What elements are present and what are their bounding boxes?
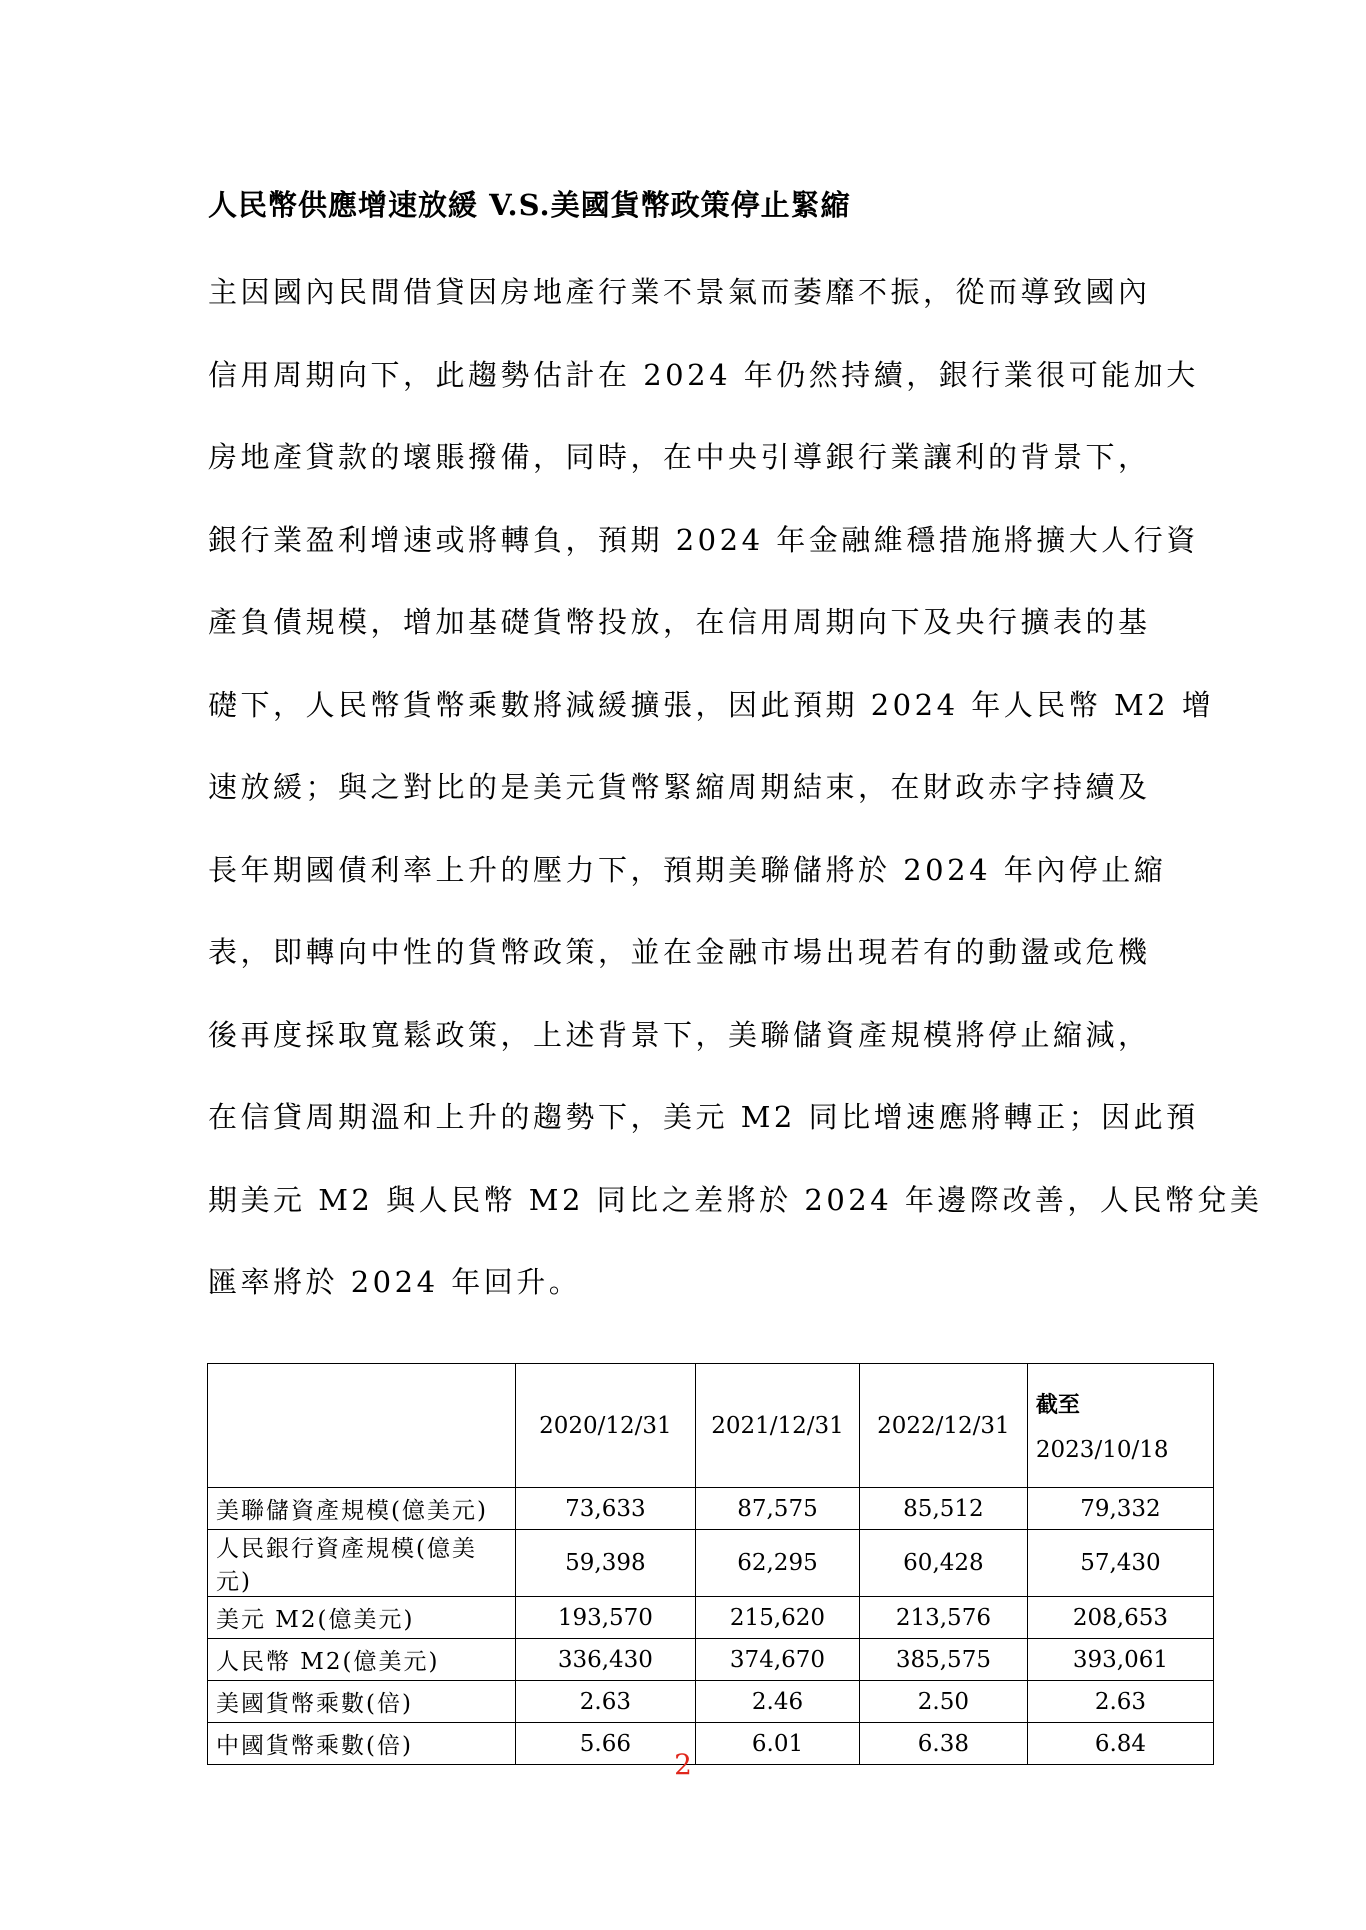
table-row: [208, 1639, 1214, 1681]
section-heading: 人民幣供應增速放緩 V.S.美國貨幣政策停止緊縮: [208, 188, 851, 222]
paragraph-line: 銀行業盈利增速或將轉負，預期 2024 年金融維穩措施將擴大人行資: [208, 522, 1199, 557]
paragraph-line: 速放緩；與之對比的是美元貨幣緊縮周期結束，在財政赤字持續及: [208, 770, 1151, 804]
table-row: [208, 1681, 1214, 1723]
table-cell: 393,061: [1027, 1639, 1213, 1681]
header-date-cell: 2021/12/31: [696, 1364, 860, 1488]
body-paragraph: [208, 262, 1263, 1335]
row-label: 中國貨幣乘數(倍): [208, 1723, 516, 1765]
row-label: 人民幣 M2(億美元): [208, 1639, 516, 1681]
table-cell: 208,653: [1027, 1597, 1213, 1639]
row-label: 美聯儲資產規模(億美元): [208, 1488, 516, 1530]
table-cell: 213,576: [859, 1597, 1027, 1639]
table-row: [208, 1597, 1214, 1639]
paragraph-line: 房地產貸款的壞賬撥備，同時，在中央引導銀行業讓利的背景下，: [208, 440, 1151, 474]
table-cell: 57,430: [1027, 1530, 1213, 1597]
header-date-cell: [1027, 1364, 1213, 1488]
table-cell: 385,575: [859, 1639, 1027, 1681]
table-cell: 79,332: [1027, 1488, 1213, 1530]
paragraph-line: 礎下，人民幣貨幣乘數將減緩擴張，因此預期 2024 年人民幣 M2 增: [208, 687, 1215, 722]
monetary-data-table: [207, 1363, 1214, 1765]
table-cell: 193,570: [515, 1597, 695, 1639]
paragraph-line: 長年期國債利率上升的壓力下，預期美聯儲將於 2024 年內停止縮: [208, 852, 1167, 887]
table-cell: 2.50: [859, 1681, 1027, 1723]
paragraph-line: 產負債規模，增加基礎貨幣投放，在信用周期向下及央行擴表的基: [208, 605, 1151, 639]
paragraph-line: 在信貸周期溫和上升的趨勢下，美元 M2 同比增速應將轉正；因此預: [208, 1100, 1199, 1134]
table-cell: 6.01: [696, 1723, 860, 1765]
row-label: 美國貨幣乘數(倍): [208, 1681, 516, 1723]
table-cell: 59,398: [515, 1530, 695, 1597]
header-as-of-note: 截至: [1035, 1392, 1080, 1418]
header-empty-cell: [208, 1364, 516, 1488]
table-cell: 374,670: [696, 1639, 860, 1681]
table-cell: 2.46: [696, 1681, 860, 1723]
table-cell: 6.84: [1027, 1723, 1213, 1765]
table-header-row: [208, 1364, 1214, 1488]
paragraph-line: 期美元 M2 與人民幣 M2 同比之差將於 2024 年邊際改善，人民幣兌美: [208, 1182, 1263, 1217]
header-date-cell: 2020/12/31: [515, 1364, 695, 1488]
table-cell: 85,512: [859, 1488, 1027, 1530]
table-row: [208, 1530, 1214, 1597]
table-cell: 62,295: [696, 1530, 860, 1597]
table-cell: 6.38: [859, 1723, 1027, 1765]
table-cell: 87,575: [696, 1488, 860, 1530]
table-cell: 73,633: [515, 1488, 695, 1530]
table-cell: 336,430: [515, 1639, 695, 1681]
paragraph-line: 匯率將於 2024 年回升。: [208, 1265, 582, 1299]
paragraph-line: 表，即轉向中性的貨幣政策，並在金融市場出現若有的動盪或危機: [208, 935, 1151, 969]
header-date-text: 2023/10/18: [1035, 1437, 1169, 1463]
table-cell: 5.66: [515, 1723, 695, 1765]
table-cell: 60,428: [859, 1530, 1027, 1597]
table-cell: 2.63: [1027, 1681, 1213, 1723]
table-cell: 215,620: [696, 1597, 860, 1639]
paragraph-line: 主因國內民間借貸因房地產行業不景氣而萎靡不振，從而導致國內: [208, 275, 1151, 309]
table-row: [208, 1488, 1214, 1530]
paragraph-line: 信用周期向下，此趨勢估計在 2024 年仍然持續，銀行業很可能加大: [208, 357, 1199, 392]
page-number: 2: [674, 1748, 692, 1781]
row-label: 美元 M2(億美元): [208, 1597, 516, 1639]
row-label: 人民銀行資產規模(億美元): [208, 1530, 516, 1597]
paragraph-line: 後再度採取寬鬆政策，上述背景下，美聯儲資產規模將停止縮減，: [208, 1017, 1151, 1052]
table-cell: 2.63: [515, 1681, 695, 1723]
header-date-cell: 2022/12/31: [859, 1364, 1027, 1488]
